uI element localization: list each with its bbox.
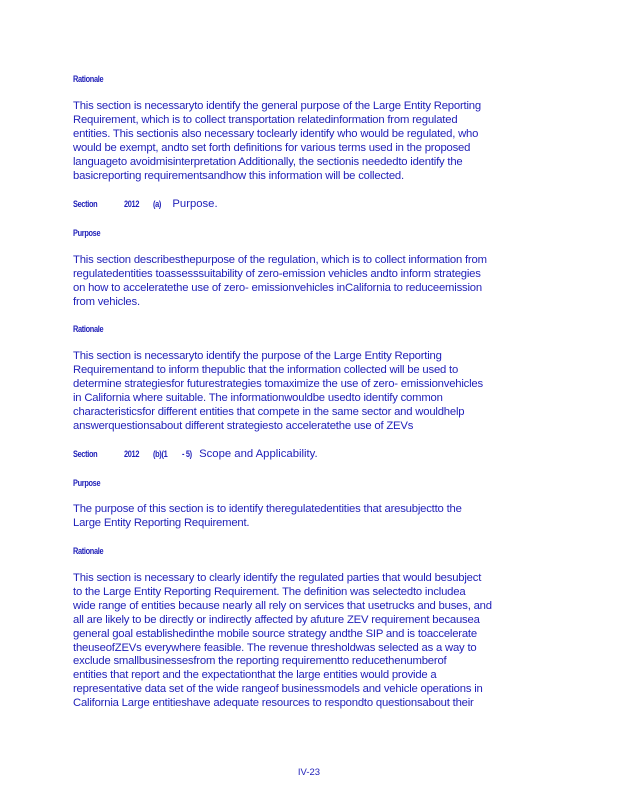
text-line: The purpose of this section is to identify theregulatedentities that aresubjectto the: [73, 503, 462, 515]
text-line: determine strategiesfor futurestrategies tomaximize the use of zero- emissionvehicles: [73, 377, 483, 390]
text-line: This section is necessaryto identify the general purpose of the Large Entity Reporting: [73, 100, 481, 112]
section-subsection: (b)(1: [153, 449, 168, 459]
text-line: in California where suitable. The informationwouldbe usedto identify common: [73, 391, 443, 404]
text-line: general goal establishedinthe mobile source strategy andthe SIP and is toaccelerate: [73, 627, 477, 640]
rationale-heading-2: Rationale: [73, 324, 104, 334]
section-title: Purpose.: [172, 198, 218, 210]
text-line: Large Entity Reporting Requirement.: [73, 516, 250, 529]
text-line: languageto avoidmisinterpretation Additionally, the sectionis neededto identify the: [73, 155, 463, 168]
purpose-heading-1: Purpose: [73, 228, 101, 238]
section-subsection: (a): [153, 199, 162, 209]
section-number: 2012: [123, 199, 139, 209]
text-line: answerquestionsabout different strategiesto acceleratethe use of ZEVs: [73, 419, 414, 432]
text-line: California Large entitieshave adequate resources to respondto questionsabout their: [73, 697, 474, 710]
text-line: characteristicsfor different entities that compete in the same sector and wouldhelp: [73, 405, 465, 418]
rationale-heading-3: Rationale: [73, 546, 104, 556]
text-line: to the Large Entity Reporting Requirement. The definition was selectedto includea: [73, 585, 466, 598]
section-word: Section: [73, 449, 98, 459]
section-2012a-line: [73, 198, 218, 210]
page-number: IV-23: [297, 767, 321, 778]
text-line: theuseofZEVs everywhere feasible. The revenue thresholdwas selected as a way to: [73, 641, 477, 654]
text-line: all are likely to be directly or indirectly affected by afuture ZEV requirement becausea: [73, 613, 480, 626]
text-line: would be exempt, andto set forth definitions for various terms used in the proposed: [73, 141, 471, 154]
text-line: This section is necessary to clearly identify the regulated parties that would besubject: [73, 572, 482, 584]
section-title: Scope and Applicability.: [199, 448, 318, 460]
text-line: basicreporting requirementsandhow this information will be collected.: [73, 169, 404, 182]
text-line: entities. This sectionis also necessary toclearly identify who would be regulated, who: [73, 127, 479, 140]
text-line: exclude smallbusinessesfrom the reporting requirementto reducethenumberof: [73, 655, 447, 668]
purpose-heading-2: Purpose: [73, 478, 101, 488]
text-line: representative data set of the wide rangeof businessmodels and vehicle operations in: [73, 683, 483, 696]
rationale-paragraph-1: [73, 100, 553, 183]
text-line: Requirementand to inform thepublic that the information collected will be used to: [73, 363, 459, 376]
text-line: This section is necessaryto identify the purpose of the Large Entity Reporting: [73, 350, 442, 362]
purpose-paragraph-2: [73, 503, 553, 531]
section-word: Section: [73, 199, 98, 209]
text-line: Requirement, which is to collect transportation relatedinformation from regulated: [73, 113, 458, 126]
rationale-heading-1: Rationale: [73, 74, 104, 84]
text-line: This section describesthepurpose of the regulation, which is to collect information from: [73, 254, 487, 266]
text-line: regulatedentities toassesssuitability of zero-emission vehicles andto inform strategies: [73, 267, 481, 280]
text-line: wide range of entities because nearly all rely on services that usetrucks and buses, and: [73, 599, 492, 612]
section-2012b-line: [73, 448, 318, 460]
text-line: entities that report and the expectationthat the large entities would provide a: [73, 669, 437, 682]
text-line: on how to acceleratethe use of zero- emissionvehicles inCalifornia to reduceemission: [73, 281, 482, 294]
rationale-paragraph-3: [73, 572, 553, 711]
rationale-paragraph-2: [73, 350, 553, 433]
section-number: 2012: [123, 449, 139, 459]
section-range: - 5): [182, 449, 192, 459]
text-line: from vehicles.: [73, 295, 140, 308]
purpose-paragraph-1: [73, 254, 553, 310]
